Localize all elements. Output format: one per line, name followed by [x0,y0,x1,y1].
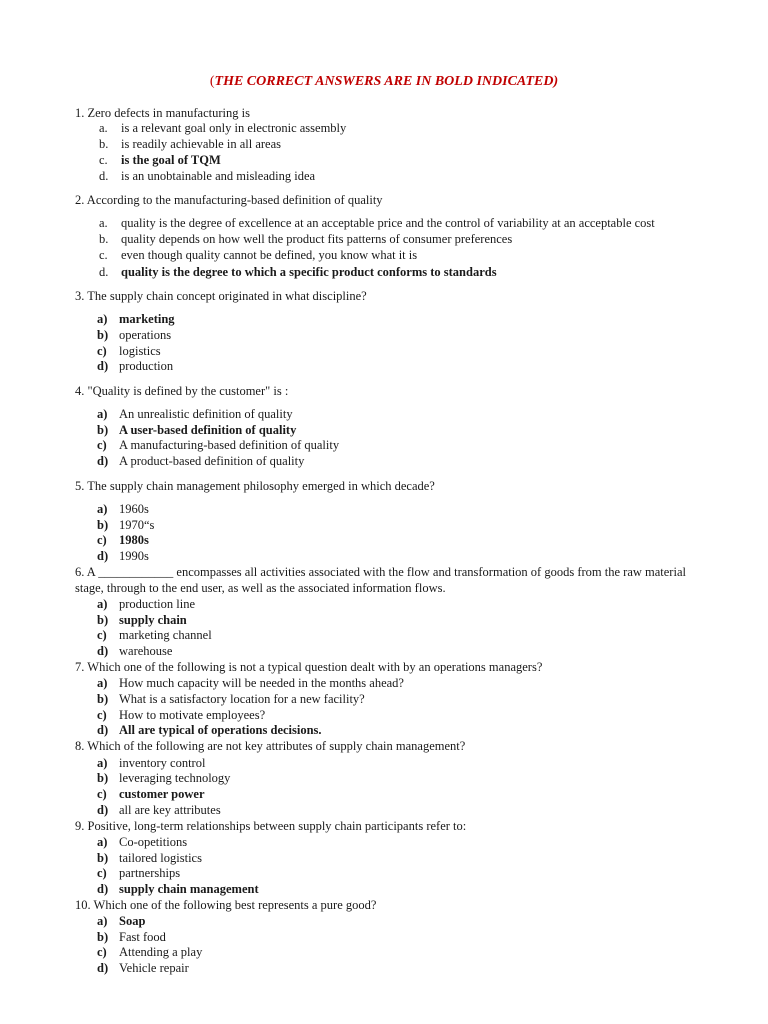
correct-answer-text: A user-based definition of quality [119,423,297,437]
page-title [0,73,768,91]
question-1-text: 1. Zero defects in manufacturing is [75,106,250,120]
correct-answer-text: marketing [119,312,175,326]
option-marker: b) [97,518,109,532]
question-3-text: 3. The supply chain concept originated in what discipline? [75,289,367,303]
option-text: Co-opetitions [119,835,188,849]
option-marker: c) [97,708,107,722]
option-text: production [119,359,174,373]
option-text: is a relevant goal only in electronic assembly [121,121,347,135]
option-marker: c) [97,533,107,547]
option-marker: a) [97,835,108,849]
option-text: An unrealistic definition of quality [119,407,293,421]
title-text: THE CORRECT ANSWERS ARE IN BOLD INDICATED) [214,74,559,89]
option-marker: c) [97,628,107,642]
option-marker: c) [97,866,107,880]
option-text: leveraging technology [119,771,231,785]
question-5-text: 5. The supply chain management philosophy emerged in which decade? [75,479,435,493]
option-marker: b) [97,930,109,944]
option-text: all are key attributes [119,803,221,817]
option-marker: d) [97,549,109,563]
option-text: is readily achievable in all areas [121,137,281,151]
option-text: Fast food [119,930,166,944]
option-text: production line [119,597,196,611]
option-marker: d) [97,359,109,373]
question-6-text: 6. A ____________ encompasses all activities associated with the flow and transformation of goods from the raw material stage, through to the end user, as well as the associated information flows. [75,565,686,595]
option-marker: c) [97,344,107,358]
option-marker: d) [97,454,109,468]
question-4-text: 4. "Quality is defined by the customer" is : [75,384,289,398]
correct-answer-text: All are typical of operations decisions. [119,723,322,737]
option-marker: a) [97,914,108,928]
correct-answer-text: 1980s [119,533,149,547]
option-marker: a) [97,407,108,421]
option-marker: a) [97,676,108,690]
option-text: partnerships [119,866,181,880]
question-10-text: 10. Which one of the following best represents a pure good? [75,898,377,912]
option-text: How much capacity will be needed in the months ahead? [119,676,404,690]
option-marker: a) [97,312,108,326]
option-text: warehouse [119,644,173,658]
option-marker: b. [99,137,109,151]
option-text: is an unobtainable and misleading idea [121,169,316,183]
option-marker: b) [97,613,109,627]
title-open-paren: ( [209,74,215,89]
option-marker: a. [99,121,108,135]
question-8-text: 8. Which of the following are not key attributes of supply chain management? [75,739,466,753]
correct-answer-text: Soap [119,914,146,928]
option-marker: a. [99,216,108,230]
option-marker: c. [99,248,108,262]
option-text: A product-based definition of quality [119,454,305,468]
option-marker: d. [99,169,109,183]
option-marker: a) [97,597,108,611]
option-marker: d) [97,803,109,817]
correct-answer-text: is the goal of TQM [121,153,221,167]
option-marker: a) [97,756,108,770]
option-text: 1990s [119,549,149,563]
option-text: inventory control [119,756,206,770]
option-text: Attending a play [119,945,203,959]
option-marker: b) [97,328,109,342]
option-marker: c) [97,945,107,959]
correct-answer-text: customer power [119,787,205,801]
option-marker: b) [97,692,109,706]
option-text: marketing channel [119,628,212,642]
question-9-text: 9. Positive, long-term relationships between supply chain participants refer to: [75,819,467,833]
option-marker: c) [97,438,107,452]
option-text: quality depends on how well the product fits patterns of consumer preferences [121,232,513,246]
option-marker: d) [97,644,109,658]
option-marker: d) [97,882,109,896]
option-text: What is a satisfactory location for a new facility? [119,692,365,706]
option-marker: b. [99,232,109,246]
correct-answer-text: quality is the degree to which a specific product conforms to standards [121,265,497,279]
option-text: 1970“s [119,518,155,532]
option-marker: b) [97,851,109,865]
option-marker: c) [97,787,107,801]
correct-answer-text: supply chain management [119,882,259,896]
option-marker: b) [97,771,109,785]
option-marker: d. [99,265,109,279]
option-text: operations [119,328,172,342]
option-marker: d) [97,961,109,975]
correct-answer-text: supply chain [119,613,187,627]
option-text: quality is the degree of excellence at an acceptable price and the control of variability at an acceptable cost [121,216,655,230]
option-marker: a) [97,502,108,516]
option-text: logistics [119,344,161,358]
option-marker: c. [99,153,108,167]
option-marker: b) [97,423,109,437]
option-marker: d) [97,723,109,737]
option-text: even though quality cannot be defined, you know what it is [121,248,418,262]
question-2-text: 2. According to the manufacturing-based definition of quality [75,193,383,207]
option-text: tailored logistics [119,851,202,865]
option-text: 1960s [119,502,149,516]
option-text: A manufacturing-based definition of quality [119,438,340,452]
option-text: How to motivate employees? [119,708,266,722]
question-7-text: 7. Which one of the following is not a typical question dealt with by an operations managers? [75,660,543,674]
option-text: Vehicle repair [119,961,189,975]
